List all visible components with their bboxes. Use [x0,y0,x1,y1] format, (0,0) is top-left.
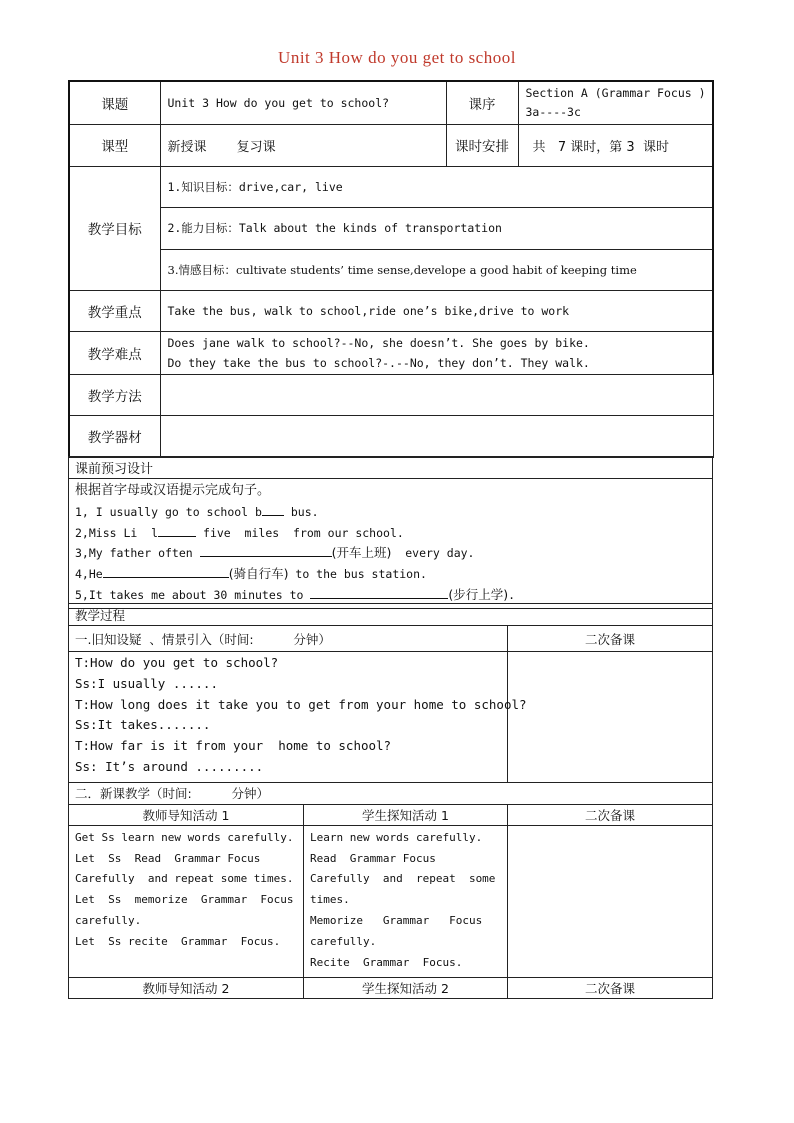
student-line: Learn new words carefully. [310,830,483,844]
preview-exercises [69,479,713,609]
teacher-line: Carefully and repeat some times. [75,872,294,886]
part2-backup-area [508,825,713,978]
teacher-line: carefully. [75,913,142,927]
equipment-label: 教学器材 [69,415,160,457]
difficulty-value [160,331,713,374]
student-line: Read Grammar Focus [310,851,436,865]
lesson-info-table [68,80,714,458]
preview-table [68,456,713,609]
exercise-4-hint: (骑自行车) [228,566,289,582]
student-activity-1 [304,825,508,978]
method-value [160,374,713,415]
type-label: 课型 [69,124,160,166]
topic-label: 课题 [69,81,160,124]
teacher-line: Get Ss learn new words carefully. [75,830,294,844]
exercise-1: 1, I usually go to school b bus. [75,504,319,519]
part2-backup-label: 二次备课 [508,804,713,825]
preview-instruction: 根据首字母或汉语提示完成句子。 [75,483,271,498]
exercise-4: 4,He (骑自行车) to the bus station. [75,566,427,582]
exercise-4-blank [103,565,229,578]
student-line: Memorize Grammar Focus [310,913,483,927]
key-points-label: 教学重点 [69,290,160,331]
equipment-value [160,415,713,457]
topic-value: Unit 3 How do you get to school? [160,81,446,124]
difficulty-line-2: Do they take the bus to school?-.--No, they don’t. They walk. [167,355,590,370]
exercise-3: 3,My father often (开车上班) every day. [75,545,475,561]
order-value-line-2: 3a----3c [525,104,581,119]
goals-label: 教学目标 [69,166,160,290]
exercise-5-blank [310,586,448,599]
dialogue-line: Ss:I usually ...... [75,675,218,691]
part1-backup-label: 二次备课 [508,626,713,652]
teacher-activity-1 [69,825,304,978]
exercise-2-blank [158,524,196,537]
type-new: 新授课 [167,139,207,155]
goal-1: 1.知识目标：drive,car, live [160,166,713,207]
part1-dialogue [69,652,527,783]
student-line: carefully. [310,934,377,948]
dialogue-line: Ss:It takes....... [75,717,211,733]
student-line: times. [310,893,350,907]
dialogue-line: Ss: It’s around ......... [75,758,264,774]
order-value [518,81,713,124]
exercise-5-hint: (步行上学) [448,586,509,602]
goal-2: 2.能力目标：Talk about the kinds of transportation [160,207,713,249]
type-value [160,124,446,166]
student-line: Carefully and repeat some [310,872,496,886]
order-label: 课序 [446,81,518,124]
exercise-1-blank [262,503,284,516]
part2b-backup-label: 二次备课 [508,978,713,999]
dialogue-line: T:How far is it from your home to school? [75,738,392,754]
process-header: 教学过程 [69,604,713,626]
teacher-line: Let Ss memorize Grammar Focus [75,893,294,907]
part2-title: 二．新课教学（时间: 分钟） [69,782,713,804]
goal-3: 3.情感目标：cultivate students’ time sense,develope a good habit of keeping time [160,249,713,290]
part1-title: 一.旧知设疑 、情景引入（时间: 分钟） [69,626,508,652]
type-review: 复习课 [236,139,276,155]
schedule-value: 共 7 课时，第 3 课时 [518,124,713,166]
exercise-2: 2,Miss Li l five miles from our school. [75,525,404,540]
exercise-3-hint: (开车上班) [331,545,392,561]
preview-header: 课前预习设计 [69,457,713,479]
exercise-3-blank [200,544,332,557]
teacher-line: Let Ss Read Grammar Focus [75,851,261,865]
student-activity-1-label: 学生探知活动 1 [304,804,508,825]
process-table [68,603,713,999]
order-value-line-1: Section A (Grammar Focus ) [525,85,706,100]
method-label: 教学方法 [69,374,160,415]
part1-backup-area [508,652,713,783]
key-points-value: Take the bus, walk to school,ride one’s bike,drive to work [160,290,713,331]
teacher-activity-1-label: 教师导知活动 1 [69,804,304,825]
student-activity-2-label: 学生探知活动 2 [304,978,508,999]
dialogue-line: T:How do you get to school? [75,655,279,670]
difficulty-line-1: Does jane walk to school?--No, she doesn’t. She goes by bike. [167,335,590,350]
document-title: Unit 3 How do you get to school [278,48,516,67]
difficulty-label: 教学难点 [69,331,160,374]
dialogue-line: T:How long does it take you to get from your home to school? [75,696,527,712]
teacher-line: Let Ss recite Grammar Focus. [75,934,281,948]
student-line: Recite Grammar Focus. [310,955,463,969]
teacher-activity-2-label: 教师导知活动 2 [69,978,304,999]
schedule-label: 课时安排 [446,124,518,166]
exercise-5: 5,It takes me about 30 minutes to (步行上学). [75,586,516,602]
